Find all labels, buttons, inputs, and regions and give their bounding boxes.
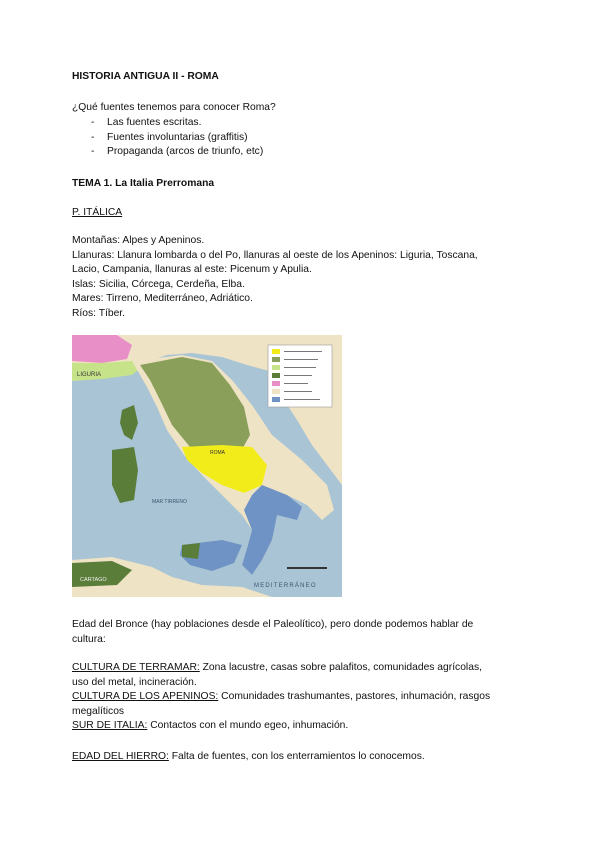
- map-label-mediterraneo: MEDITERRÁNEO: [254, 583, 317, 589]
- topic-title: TEMA 1. La Italia Prerromana: [72, 178, 215, 189]
- list-item: - Propaganda (arcos de triunfo, etc): [91, 146, 264, 158]
- culture-terramar-text: uso del metal, incineración.: [72, 676, 197, 688]
- bronze-intro-line: Edad del Bronce (hay poblaciones desde el Paleolítico), pero donde podemos hablar de: [72, 619, 474, 630]
- list-item: - Las fuentes escritas.: [91, 117, 202, 128]
- geography-line: Lacio, Campania, llanuras al este: Picenum y Apulia.: [72, 264, 312, 276]
- sources-question: ¿Qué fuentes tenemos para conocer Roma?: [72, 102, 276, 113]
- map-sicily-punic: [182, 543, 200, 559]
- sources-list: [72, 116, 540, 160]
- map-label-liguria: LIGURIA: [77, 372, 102, 378]
- iron-age: [72, 750, 540, 765]
- map-label-cartago: CARTAGO: [80, 577, 107, 583]
- geography-line: Islas: Sicilia, Córcega, Cerdeña, Elba.: [72, 278, 245, 290]
- geography-line: Ríos: Tíber.: [72, 307, 126, 319]
- culture-apeninos-text: Comunidades trashumantes, pastores, inhumación, rasgos: [218, 691, 491, 703]
- map-label-roma: ROMA: [210, 450, 225, 456]
- prerroman-italy-map: [72, 335, 342, 597]
- legend-swatch-latin: [272, 349, 280, 354]
- geography-line: Montañas: Alpes y Apeninos.: [72, 235, 205, 246]
- map-label-tirreno: MAR TIRRENO: [152, 499, 187, 505]
- bronze-intro: [72, 618, 540, 647]
- map-celtic-region: [72, 335, 132, 363]
- culture-sur: [72, 719, 540, 734]
- culture-sur-label: SUR DE ITALIA:: [72, 720, 148, 732]
- legend-swatch-ligur: [272, 365, 280, 370]
- iron-age-text: Falta de fuentes, con los enterramientos lo conocemos.: [168, 751, 425, 762]
- bronze-intro-line: cultura:: [72, 633, 106, 645]
- legend-swatch-other: [272, 389, 280, 394]
- legend-swatch-etruscan: [272, 357, 280, 362]
- culture-apeninos-label: CULTURA DE LOS APENINOS:: [72, 691, 219, 703]
- list-item: - Fuentes involuntarias (graffitis): [91, 131, 248, 143]
- legend-swatch-punic: [272, 373, 280, 378]
- culture-apeninos-text: megalíticos: [72, 705, 125, 717]
- culture-terramar-text: Zona lacustre, casas sobre palafitos, comunidades agrícolas,: [199, 662, 482, 673]
- document-title: HISTORIA ANTIGUA II - ROMA: [72, 71, 219, 82]
- culture-apeninos: [72, 690, 540, 705]
- geography-line: Mares: Tirreno, Mediterráneo, Adriático.: [72, 293, 253, 305]
- section-heading: P. ITÁLICA: [72, 207, 123, 218]
- culture-sur-text: Contactos con el mundo egeo, inhumación.: [147, 720, 349, 732]
- legend-swatch-celtic: [272, 381, 280, 386]
- geography-line: Llanuras: Llanura lombarda o del Po, llanuras al oeste de los Apeninos: Liguria, Toscana,: [72, 249, 478, 261]
- cultures-section: [72, 661, 540, 734]
- map-scale-bar: [287, 567, 327, 569]
- culture-terramar-label: CULTURA DE TERRAMAR:: [72, 662, 200, 673]
- culture-terramar: [72, 661, 540, 676]
- legend-swatch-greek: [272, 397, 280, 402]
- geography-text: [72, 234, 540, 322]
- iron-age-label: EDAD DEL HIERRO:: [72, 751, 169, 762]
